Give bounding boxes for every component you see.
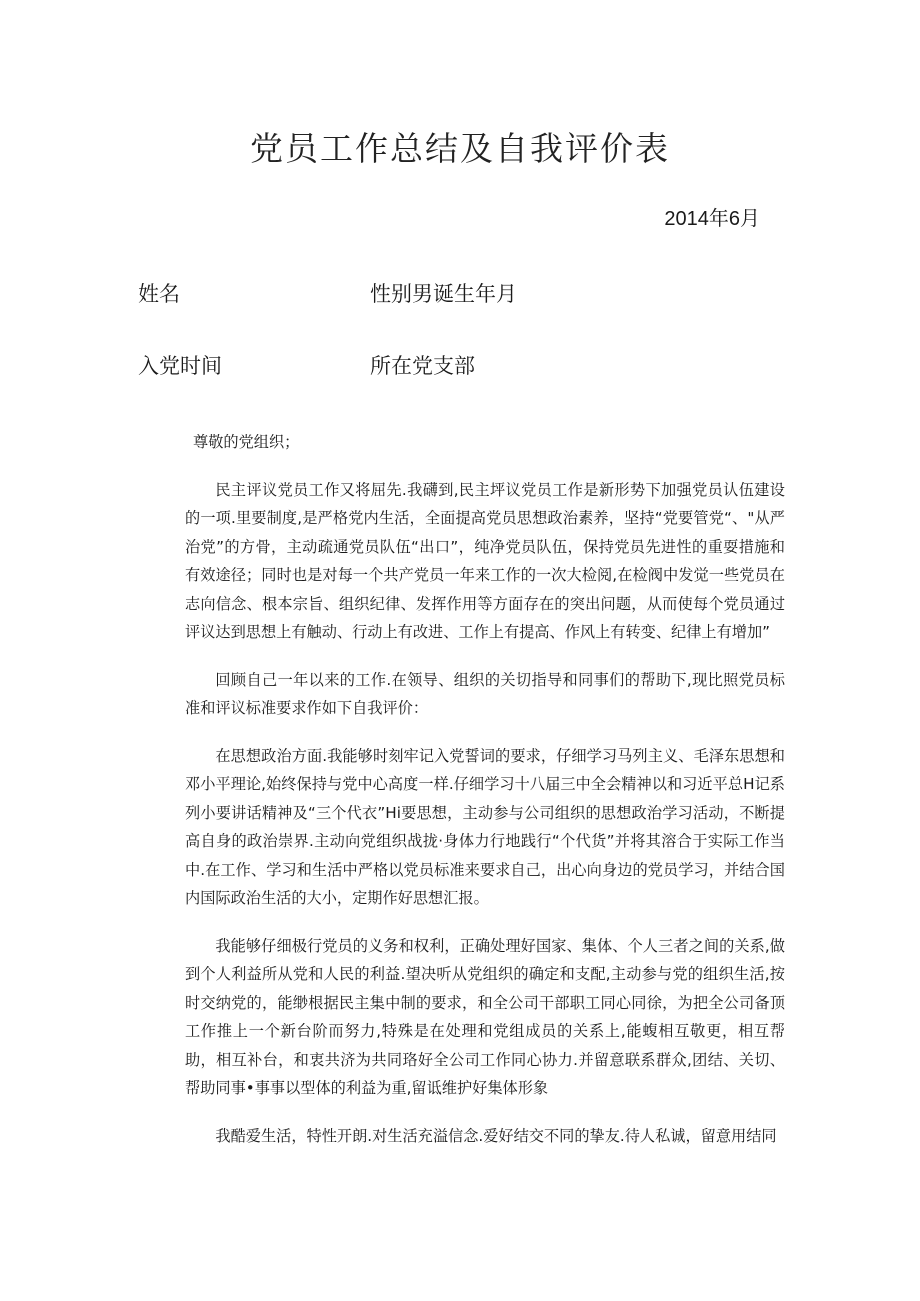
paragraph-5: 我酷爱生活，特性开朗.对生活充溢信念.爱好结交不同的挚友.待人私诚，留意用结同: [215, 1126, 777, 1145]
page-title: 党员工作总结及自我评价表: [250, 129, 670, 168]
document-date: 2014年6月: [664, 208, 760, 230]
paragraph-2: 回顾自己一年以来的工作.在领导、组织的关切指导和同事们的帮助下,现比照党员标准和评议标准要求作如下自我评价：: [185, 670, 785, 717]
document-body: [185, 428, 785, 1169]
join-time-label: 入党时间: [138, 354, 222, 378]
name-label: 姓名: [138, 282, 180, 306]
paragraph-1: 民主评议党员工作又将屈先.我礴到,民主坪议党员工作是新形势下加强党员认伍建设的一项.里要制度,是严格党内生活，全面提高党员思想政治素养，坚持“党要管党“、"从严治党”的方骨，主动疏通党员队伍“出口”，纯净党员队伍，保持党员先进性的重耍措施和有效途径；同时也是对每一个共产党员一年来工作的一次大检阅,在检阀中发觉一些党员在志向信念、根本宗旨、组织纪律、发挥作用等方面存在的突出问题，从而使每个党员通过评议达到思想上有触动、行动上有改进、工作上有提高、作风上有转变、纪律上有增加”: [185, 480, 785, 641]
paragraph-3: 在思想政治方面.我能够时刻牢记入党誓词的要求，仔细学习马列主义、毛泽东思想和邓小平理论,始终保持与党中心高度一样.仔细学习十八届三中全会精神以和习近平总H记系列小要讲话精神及“三个代衣”Hi要思想，主动参与公司组织的思想政治学习活动，不断提高自身的政治崇界.主动向党组织战拢·身体力行地践行“个代货”并将其溶合于实际工作当中.在工作、学习和生活中严格以党员标准来要求自己，出心向身边的党员学习，并结合国内国际政治生活的大小，定期作好思想汇报。: [185, 746, 785, 907]
party-branch-label: 所在党支部: [370, 354, 475, 378]
salutation: 尊敬的党组织；: [193, 433, 300, 451]
gender-birth-label: 性别男诞生年月: [370, 282, 517, 306]
paragraph-4: 我能够仔细极行党员的义务和权利，正确处理好国家、集体、个人三者之间的关系,做到个人利益所从党和人民的利益.望决听从党组织的确定和支配,主动参与党的组织生活,按时交纳党的，能缈根据民主集中制的要求，和全公司干部职工同心同徐，为把全公司备顶工作推上一个新台阶而努力,特殊是在处理和党组成员的关系上,能蝮相互敬更，相互帮助，相互补台，和衷共济为共同珞好全公司工作同心协力.并留意联系群众,团结、关切、帮助同事•事事以型体的利益为重,留诋维护好集体形象: [185, 936, 785, 1097]
